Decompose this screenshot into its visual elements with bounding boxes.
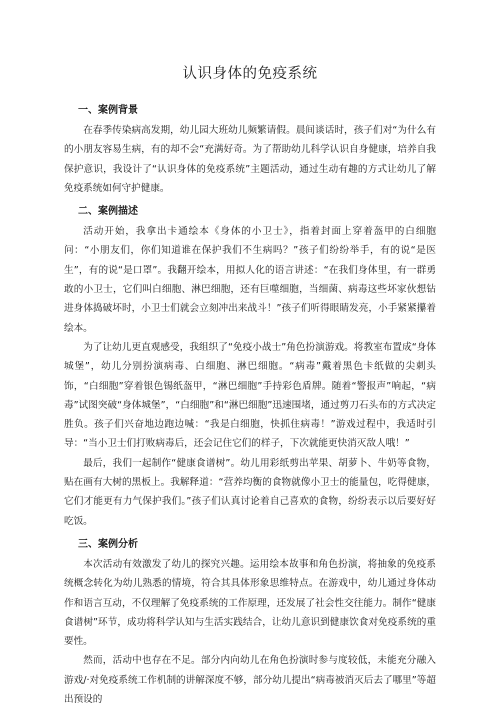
section-background [64,103,436,198]
section-description [64,204,436,531]
paragraph: 在春季传染病高发期，幼儿园大班幼儿频繁请假。晨间谈话时，孩子们对“为什么有的小朋友容易生病，有的却不会“充满好奇。为了帮助幼儿科学认识自身健康，培养自我保护意识，我设计了“认识身体的免疫系统”主题活动，通过生动有趣的方式让幼儿了解免疫系统如何守护健康。 [64,125,436,194]
paragraph: 然而，活动中也存在不足。部分内向幼儿在角色扮演时参与度较低，未能充分融入游戏/·对免疫系统工作机制的讲解深度不够，部分幼儿提出“病毒被消灭后去了哪里”等超出预设的 [64,655,436,706]
document-title: 认识身体的免疫系统 [182,66,318,82]
section-heading: 二、案例描述 [78,206,138,218]
paragraph: 为了让幼儿更直观感受，我组织了“免疫小战士”角色扮演游戏。将教室布置成“身体城堡”，幼儿分别扮演病毒、白细胞、淋巴细胞。“病毒”戴着黑色卡纸做的尖刺头饰，“白细胞”穿着银色锡纸盔甲，“淋巴细胞”手持彩色盾牌。随着“警报声”响起，“病毒”试图突破“身体城堡”，“白细胞”和“淋巴细胞”迅速围堵，通过剪刀石头布的方式决定胜负。孩子们兴奋地边跑边喊：“我是白细胞，快抓住病毒！”游戏过程中，我适时引导：“当小卫士们打败病毒后，还会记住它们的样子，下次就能更快消灭敌人哦！” [64,341,436,450]
paragraph: 最后，我们一起制作“健康食谱树”。幼儿用彩纸剪出苹果、胡萝卜、牛奶等食物，贴在画有大树的黑板上。我解释道：“营养均衡的食物就像小卫士的能量包，吃得健康，它们才能更有力气保护我们。”孩子们认真讨论着自己喜欢的食物，纷纷表示以后要好好吃饭。 [64,457,436,527]
paragraph: 本次活动有效激发了幼儿的探究兴趣。运用绘本故事和角色扮演，将抽象的免疫系统概念转化为幼儿熟悉的情境，符合其具体形象思维特点。在游戏中，幼儿通过身体动作和语言互动，不仅理解了免疫系统的工作原理，还发展了社会性交往能力。制作“健康食谱树”环节，成功将科学认知与生活实践结合，让幼儿意识到健康饮食对免疫系统的重要性。 [64,558,436,648]
paragraph: 活动开始，我拿出卡通绘本《身体的小卫士》，指着封面上穿着盔甲的白细胞问：“小朋友们，你们知道谁在保护我们不生病吗？”孩子们纷纷举手，有的说“是医生”，有的说“是口罩”。我翻开绘本，用拟人化的语言讲述：“在我们身体里，有一群勇敢的小卫士，它们叫白细胞、淋巴细胞，还有巨噬细胞，当细菌、病毒这些坏家伙想钻进身体捣破坏时，小卫士们就会立刻冲出来战斗！”孩子们听得眼睛发亮，小手紧紧攥着绘本。 [64,226,436,334]
section-heading: 三、案例分析 [78,538,138,550]
section-heading: 一、案例背景 [78,105,138,116]
section-analysis [64,537,436,709]
